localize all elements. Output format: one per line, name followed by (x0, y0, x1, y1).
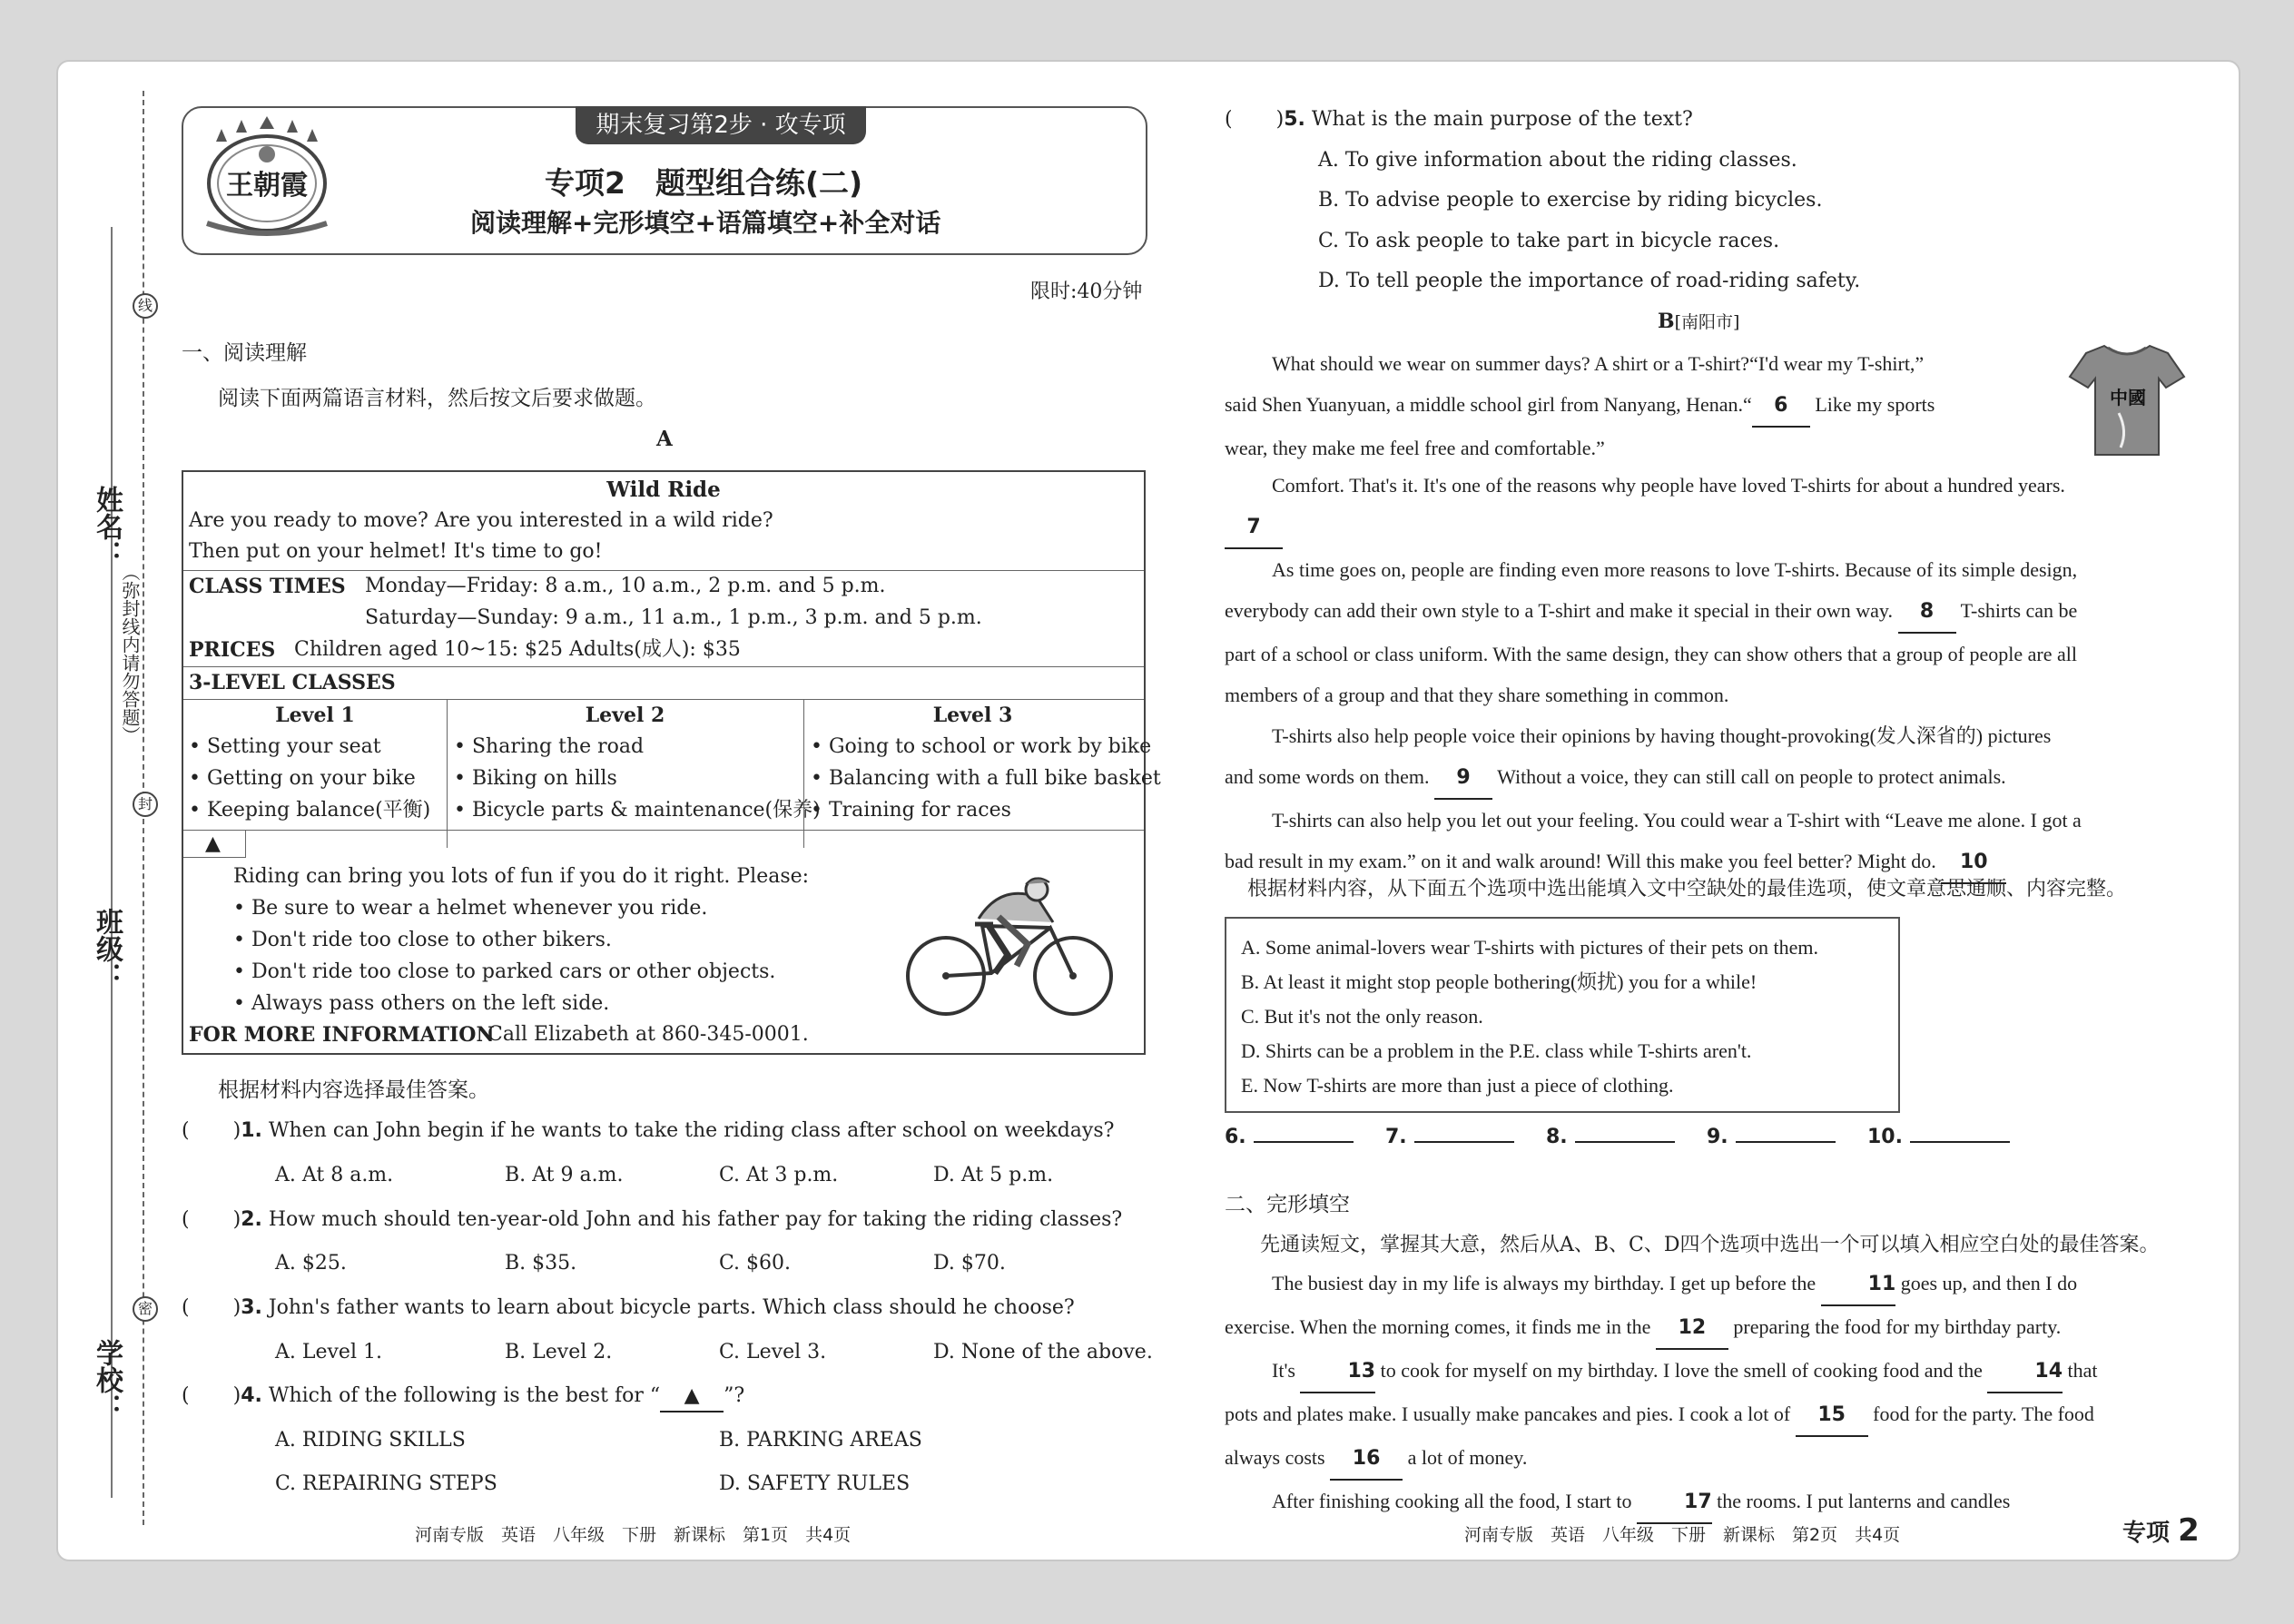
blank-triangle-marker: ▲ (205, 832, 221, 855)
school-label: 学校： (91, 1339, 123, 1421)
option[interactable]: D. $70. (933, 1252, 1006, 1275)
option[interactable]: A. At 8 a.m. (275, 1164, 394, 1186)
review-step-tab: 期末复习第2步 · 攻专项 (576, 106, 866, 144)
rule-item: • Don't ride too close to other bikers. (233, 929, 612, 951)
passage-a-label: A (656, 427, 673, 451)
section2-heading: 二、完形填空 (1225, 1193, 1350, 1216)
rule-item: • Always pass others on the left side. (233, 992, 610, 1015)
choice-option: B. At least it might stop people bothering(烦扰) you for a while! (1241, 970, 1757, 993)
passage-b-paragraph: What should we wear on summer days? A shirt or a T-shirt?“I'd wear my T-shirt,” said Shen Yuanyuan, a middle school girl from Nanyang, Henan.“ 6 Like my sports wear, they make me feel free and comfortable.” (1225, 352, 1935, 459)
time-limit: 限时:40分钟 (1030, 281, 1143, 303)
question-5: ( )5. What is the main purpose of the text? (1225, 108, 1693, 131)
option[interactable]: B. Level 2. (505, 1341, 613, 1363)
answer-blank-10[interactable]: 10. (1867, 1126, 2010, 1148)
passage-b-paragraph: Comfort. That's it. It's one of the reasons why people have loved T-shirts for about a hundred years. 7 As time goes on, people are finding even more reasons to love T-shirts. Because of its simple design, everybody can add their own style to a T-shirt and make it special in their own way. 8 T-shirts can be part of a school or class uniform. With the same design, they can show others that a group of people are all members of a group and that they share something in common. T-shirts also help people voice their opinions by having thought-provoking(发人深省的) pictures and some words on them. 9 Without a voice, they can still call on people to protect animals. T-shirts can also help you let out your feeling. You could wear a T-shirt with “Leave me alone. I got a bad result in my exam.” on it and walk around! Will this make you feel better? Might do. 10 (1225, 465, 2187, 884)
level-1-item: • Keeping balance(平衡) (189, 799, 431, 822)
question-4: ( )4. Which of the following is the best for “ ▲ ”? (182, 1382, 744, 1412)
option[interactable]: D. None of the above. (933, 1341, 1153, 1363)
notice-intro-1: Are you ready to move? Are you interested in a wild ride? (189, 509, 773, 532)
option[interactable]: C. $60. (719, 1252, 792, 1275)
more-info-text: Call Elizabeth at 860-345-0001. (487, 1023, 809, 1046)
level-1-item: • Getting on your bike (189, 767, 416, 790)
choice-option: E. Now T-shirts are more than just a piece of clothing. (1241, 1074, 1674, 1097)
option[interactable]: A. RIDING SKILLS (275, 1429, 466, 1452)
class-times-label: CLASS TIMES (189, 575, 346, 598)
section1-instruction: 阅读下面两篇语言材料，然后按文后要求做题。 (218, 387, 656, 410)
option[interactable]: C. To ask people to take part in bicycle races. (1318, 230, 1780, 252)
option[interactable]: B. At 9 a.m. (505, 1164, 624, 1186)
levels-label: 3-LEVEL CLASSES (189, 671, 396, 694)
choice-option: C. But it's not the only reason. (1241, 1005, 1483, 1028)
option[interactable]: A. To give information about the riding classes. (1318, 149, 1797, 172)
wild-ride-notice (182, 470, 1161, 1055)
option[interactable]: A. Level 1. (275, 1341, 382, 1363)
question-2: ( )2. How much should ten-year-old John and his father pay for taking the riding classes? (182, 1208, 1123, 1231)
level-2-item: • Bicycle parts & maintenance(保养) (454, 799, 821, 822)
page-title: 专项2 题型组合练(二) (545, 165, 863, 201)
answer-blank-7[interactable]: 7. (1385, 1126, 1514, 1148)
class-times-weekday: Monday—Friday: 8 a.m., 10 a.m., 2 p.m. and 5 p.m. (365, 575, 886, 597)
option[interactable]: B. PARKING AREAS (719, 1429, 922, 1452)
passage-b-instruction: 根据材料内容，从下面五个选项中选出能填入文中空缺处的最佳选项，使文章意思通顺、内容完整。 (1247, 878, 2127, 901)
option[interactable]: D. To tell people the importance of road-riding safety. (1318, 270, 1861, 292)
margin-rule (111, 227, 113, 1498)
level-2-title: Level 2 (585, 704, 665, 727)
more-info-label: FOR MORE INFORMATION (189, 1023, 495, 1047)
level-1-title: Level 1 (275, 704, 355, 727)
options-box (1225, 917, 1900, 1113)
seal-mark-seal: 封 (133, 792, 158, 817)
question-3: ( )3. John's father wants to learn about bicycle parts. Which class should he choose? (182, 1296, 1075, 1319)
question-1: ( )1. When can John begin if he wants to take the riding class after school on weekdays? (182, 1119, 1115, 1142)
answer-blank-8[interactable]: 8. (1546, 1126, 1675, 1148)
seal-mark-secret: 密 (133, 1296, 158, 1322)
footer-right: 河南专版 英语 八年级 下册 新课标 第2页 共4页 (1464, 1525, 1901, 1545)
notice-intro-2: Then put on your helmet! It's time to go! (189, 540, 603, 563)
rule-item: • Don't ride too close to parked cars or other objects. (233, 960, 776, 983)
rules-intro: Riding can bring you lots of fun if you do it right. Please: (233, 865, 810, 888)
option[interactable]: D. SAFETY RULES (719, 1472, 911, 1495)
seal-line-note: （弥封线内请勿答题） (119, 563, 141, 744)
option[interactable]: B. $35. (505, 1252, 577, 1275)
level-2-item: • Sharing the road (454, 735, 645, 758)
passage-b-label: B[南阳市] (1658, 310, 1740, 333)
section2-instruction: 先通读短文，掌握其大意，然后从A、B、C、D四个选项中选出一个可以填入相应空白处的最佳答案。 (1260, 1234, 2160, 1256)
class-label: 班级： (91, 908, 123, 989)
level-2-item: • Biking on hills (454, 767, 617, 790)
name-label: 姓名： (91, 486, 123, 567)
notice-title: Wild Ride (606, 477, 721, 502)
option[interactable]: C. At 3 p.m. (719, 1164, 839, 1186)
prices-text: Children aged 10~15: $25 Adults(成人): $35 (294, 638, 741, 661)
option[interactable]: B. To advise people to exercise by riding bicycles. (1318, 189, 1823, 212)
section-tag: 专项 2 (2122, 1512, 2200, 1549)
footer-left: 河南专版 英语 八年级 下册 新课标 第1页 共4页 (415, 1525, 852, 1545)
cyclist-illustration (901, 871, 1118, 1017)
section1-heading: 一、阅读理解 (182, 341, 307, 365)
publisher-logo (198, 116, 336, 243)
choice-option: A. Some animal-lovers wear T-shirts with pictures of their pets on them. (1241, 936, 1819, 959)
option[interactable]: D. At 5 p.m. (933, 1164, 1054, 1186)
level-1-item: • Setting your seat (189, 735, 381, 758)
class-times-weekend: Saturday—Sunday: 9 a.m., 11 a.m., 1 p.m., 3 p.m. and 5 p.m. (365, 606, 982, 629)
option[interactable]: A. $25. (275, 1252, 347, 1275)
page-subtitle: 阅读理解+完形填空+语篇填空+补全对话 (470, 208, 941, 238)
level-3-title: Level 3 (932, 704, 1013, 727)
level-3-item: • Training for races (811, 799, 1011, 822)
rule-item: • Be sure to wear a helmet whenever you ride. (233, 897, 708, 920)
cloze-passage: The busiest day in my life is always my birthday. I get up before the 11 goes up, and then I do exercise. When the morning comes, it finds me in the 12 preparing the food for my birthday party. It's 13 to cook for myself on my birthday. I love the smell of cooking food and the 14 that pots and plates make. I usually make pancakes and pies. I cook a lot of 15 food for the party. The food always costs 16 a lot of money. After finishing cooking all the food, I start to 17 the rooms. I put lanterns and candles (1225, 1263, 2187, 1524)
answer-blank-6[interactable]: 6. (1225, 1126, 1354, 1148)
choice-option: D. Shirts can be a problem in the P.E. class while T-shirts aren't. (1241, 1039, 1752, 1062)
tshirt-illustration (2068, 340, 2186, 458)
option[interactable]: C. REPAIRING STEPS (275, 1472, 497, 1495)
option[interactable]: C. Level 3. (719, 1341, 827, 1363)
tshirt-print: 中國 (2110, 387, 2146, 408)
logo-text: 王朝霞 (226, 170, 308, 202)
prices-label: PRICES (189, 638, 276, 662)
level-3-item: • Going to school or work by bike (811, 735, 1152, 758)
seal-mark-line: 线 (133, 293, 158, 319)
choose-instruction: 根据材料内容选择最佳答案。 (218, 1078, 489, 1102)
level-3-item: • Balancing with a full bike basket (811, 767, 1161, 790)
answer-blank-9[interactable]: 9. (1707, 1126, 1836, 1148)
